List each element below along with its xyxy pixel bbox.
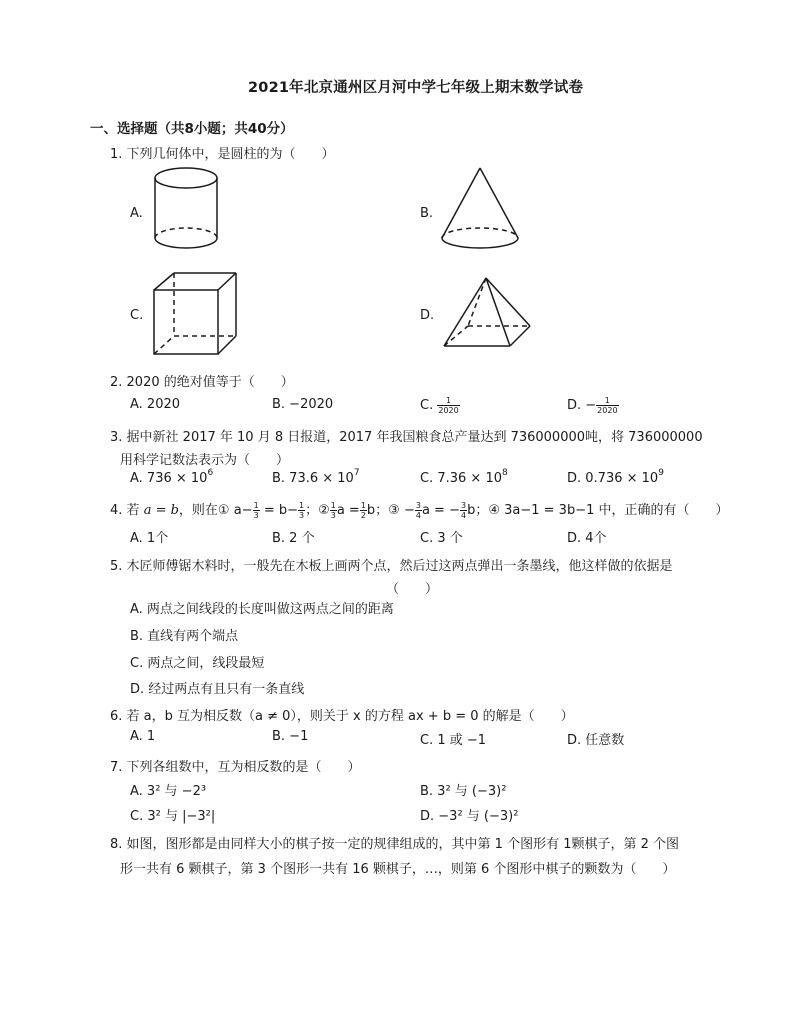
q6-option-b: B. −1 (272, 729, 309, 744)
q1-option-b-label: B. (420, 206, 434, 221)
cone-icon (438, 164, 522, 254)
q5-option-a: A. 两点之间线段的长度叫做这两点之间的距离 (130, 602, 394, 617)
q3-option-d: D. $0.736 \times 10^9$ (567, 468, 664, 486)
question-2-stem: 2. 2020 的绝对值等于（ ） (110, 375, 294, 390)
q3-option-c: C. $7.36 \times 10^8$ (420, 468, 508, 486)
q6-option-c: C. 1 或 −1 (420, 733, 487, 748)
q1-option-c-label: C. (130, 308, 144, 323)
q2-option-d: D. − $\frac{1}{2020}$ (567, 396, 618, 415)
question-5-line1: 5. 木匠师傅锯木料时，一般先在木板上画两个点，然后过这两点弹出一条墨线，他这样做的依据是 (110, 559, 673, 574)
q1-option-a-label: A. (130, 206, 143, 221)
q7-option-a: A. 3² 与 −2³ (130, 784, 207, 799)
q4-option-c: C. 3 个 (420, 531, 463, 546)
pyramid-icon (440, 274, 534, 350)
q5-option-d: D. 经过两点有且只有一条直线 (130, 682, 305, 697)
question-4-stem: 4. 若 a = b，则在① a− $\frac{1}{3}$ = b− $\frac{1}{3}$ ；② $\frac{1}{3}$ a = $\frac{1}{2}$ b；③ − $\frac{3}{4}$ a = − $\frac{3}{4}$ b；④ 3a−1 = 3b−1 中，正确的有（ ） (110, 501, 729, 520)
cube-icon (150, 270, 240, 358)
q2-option-c: C. $\frac{1}{2020}$ (420, 396, 459, 415)
q4-option-b: B. 2 个 (272, 531, 315, 546)
q4-option-a: A. 1个 (130, 531, 169, 546)
q3-option-a: A. $736 \times 10^6$ (130, 468, 214, 486)
q4-option-d: D. 4个 (567, 531, 607, 546)
question-1-stem: 1. 下列几何体中，是圆柱的为（ ） (110, 147, 335, 162)
q7-option-d: D. −3² 与 (−3)² (420, 809, 519, 824)
question-3-line2: 用科学记数法表示为（ ） (120, 453, 290, 468)
question-3-line1: 3. 据中新社 2017 年 10 月 8 日报道，2017 年我国粮食总产量达到 736000000吨，将 736000000 (110, 430, 703, 445)
q2-option-b: B. −2020 (272, 397, 334, 412)
q6-option-a: A. 1 (130, 729, 156, 744)
q7-option-c: C. 3² 与 |−3²| (130, 809, 216, 824)
page-title: 2021年北京通州区月河中学七年级上期末数学试卷 (248, 80, 584, 96)
q5-option-c: C. 两点之间，线段最短 (130, 656, 265, 671)
question-8-line2: 形一共有 6 颗棋子，第 3 个图形一共有 16 颗棋子，…，则第 6 个图形中棋子的颗数为（ ） (120, 862, 676, 877)
q2-option-a: A. 2020 (130, 397, 181, 412)
section-heading: 一、选择题（共8小题；共40分） (90, 121, 294, 137)
question-8-line1: 8. 如图，图形都是由同样大小的棋子按一定的规律组成的，其中第 1 个图形有 1颗棋子，第 2 个图 (110, 837, 680, 852)
question-5-line2: （ ） (386, 582, 439, 597)
q5-option-b: B. 直线有两个端点 (130, 629, 239, 644)
question-6-stem: 6. 若 a，b 互为相反数（a ≠ 0），则关于 x 的方程 ax + b = 0 的解是（ ） (110, 709, 574, 724)
q6-option-d: D. 任意数 (567, 733, 625, 748)
question-7-stem: 7. 下列各组数中，互为相反数的是（ ） (110, 760, 361, 775)
cylinder-icon (150, 166, 222, 252)
q1-option-d-label: D. (420, 308, 435, 323)
q7-option-b: B. 3² 与 (−3)² (420, 784, 507, 799)
q3-option-b: B. $73.6 \times 10^7$ (272, 468, 360, 486)
